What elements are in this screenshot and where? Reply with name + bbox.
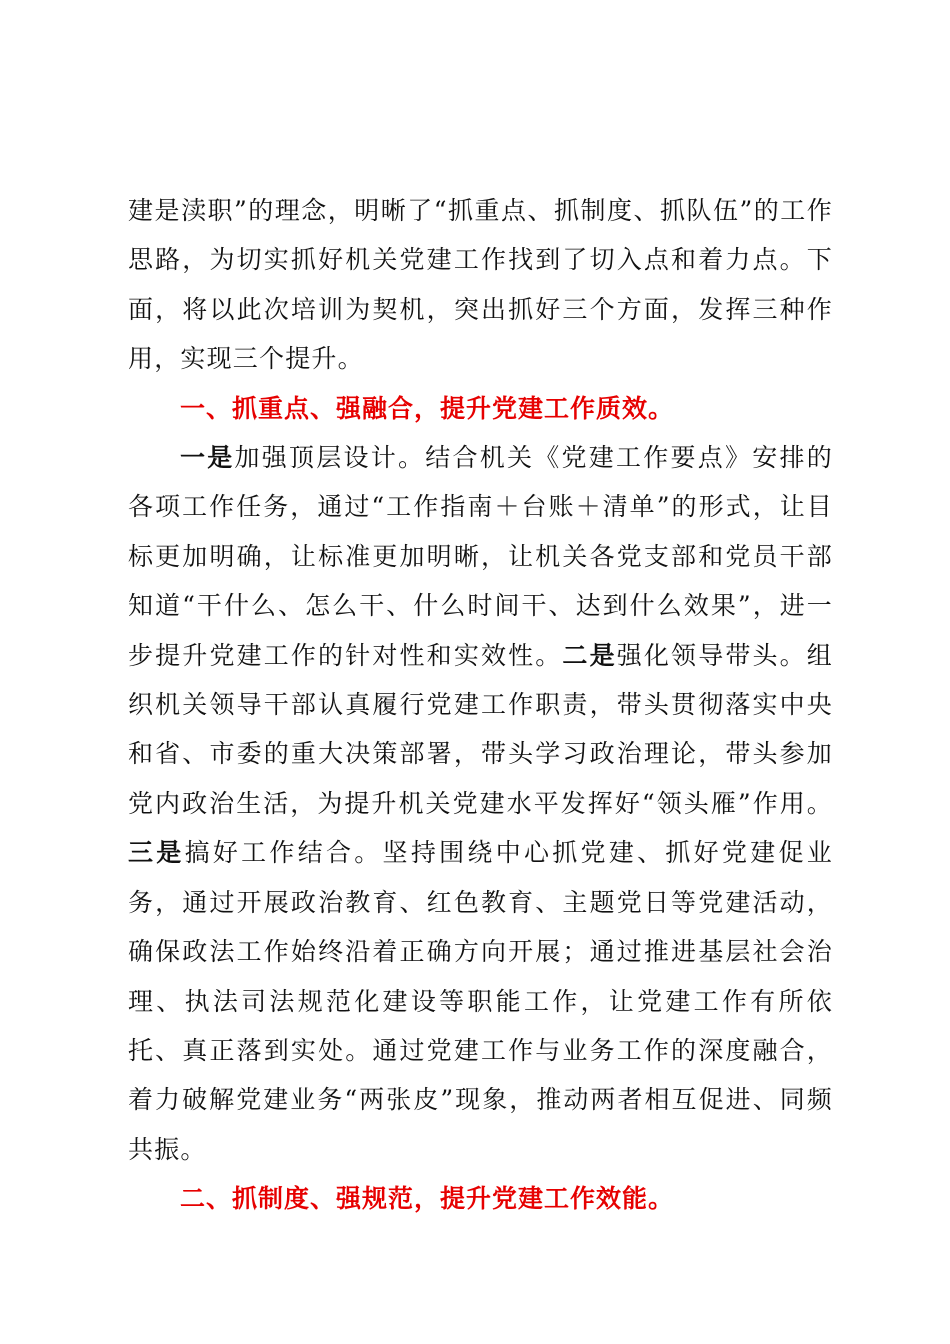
section-heading-2: 二、抓制度、强规范，提升党建工作效能。: [180, 1184, 675, 1214]
section-1-body: [128, 433, 833, 1174]
body-text-1: 加强顶层设计。结合机关《党建工作要点》安排的各项工作任务，通过“工作指南＋台账＋清单”的形式，让目标更加明确，让标准更加明晰，让机关各党支部和党员干部知道“干什么、怎么干、什么时间干、达到什么效果”，进一步提升党建工作的针对性和实效性。: [128, 443, 834, 670]
body-text-3: 搞好工作结合。坚持围绕中心抓党建、抓好党建促业务，通过开展政治教育、红色教育、主题党日等党建活动，确保政法工作始终沿着正确方向开展；通过推进基层社会治理、执法司法规范化建设等职能工作，让党建工作有所依托、真正落到实处。通过党建工作与业务工作的深度融合，着力破解党建业务“两张皮”现象，推动两者相互促进、同频共振。: [128, 838, 833, 1164]
document-page: [128, 186, 833, 1224]
body-text-2: 强化领导带头。组织机关领导干部认真履行党建工作职责，带头贯彻落实中央和省、市委的重大决策部署，带头学习政治理论，带头参加党内政治生活，为提升机关党建水平发挥好“领头雁”作用。: [128, 640, 833, 818]
intro-paragraph: 建是渎职”的理念，明晰了“抓重点、抓制度、抓队伍”的工作思路，为切实抓好机关党建工作找到了切入点和着力点。下面，将以此次培训为契机，突出抓好三个方面，发挥三种作用，实现三个提升。: [128, 196, 833, 374]
lead-phrase-3: 三是: [128, 838, 185, 868]
section-heading-1: 一、抓重点、强融合，提升党建工作质效。: [180, 393, 675, 423]
lead-phrase-2: 二是: [562, 640, 617, 670]
lead-phrase-1: 一是: [180, 443, 235, 473]
